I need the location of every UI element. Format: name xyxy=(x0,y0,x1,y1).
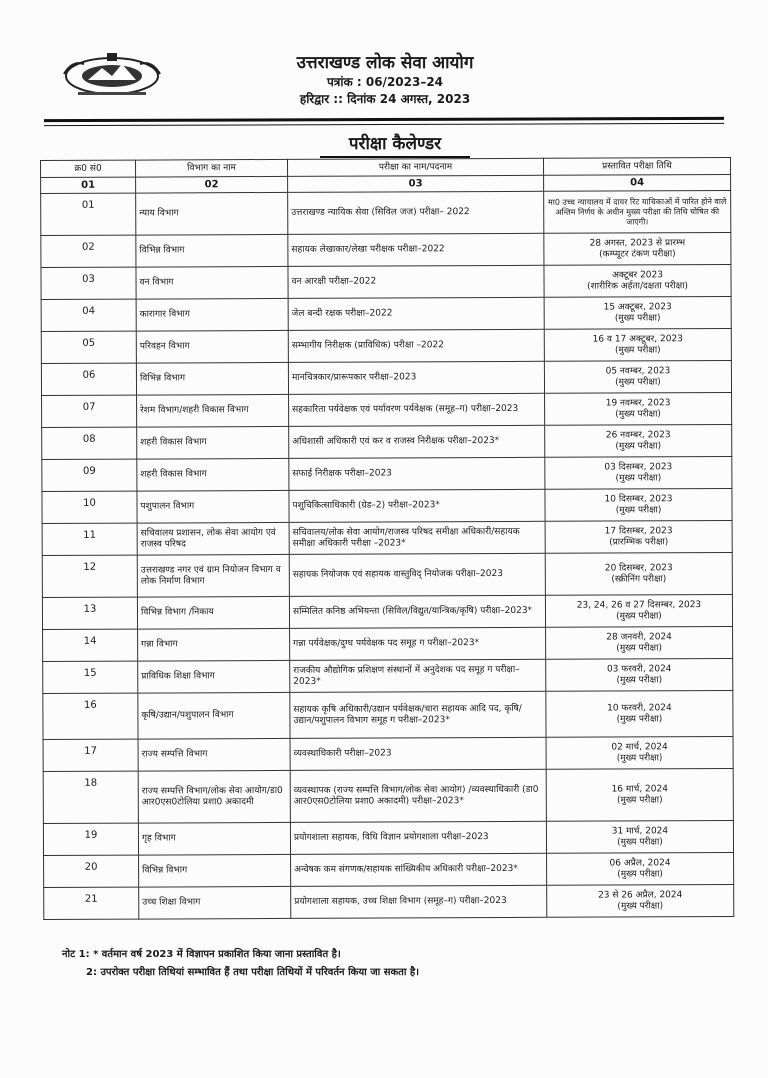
date-text: 28 अगस्त, 2023 से प्रारम्भ xyxy=(589,237,686,249)
department-cell: विभिन्न विभाग /निकाय xyxy=(137,596,289,629)
department-cell: सचिवालय प्रशासन, लोक सेवा आयोग एवं राजस्व परिषद xyxy=(137,522,289,555)
department-cell: गन्ना विभाग xyxy=(138,628,290,661)
proposed-date-cell xyxy=(544,328,731,361)
table-row xyxy=(43,736,733,771)
table-row xyxy=(42,594,732,629)
department-cell: रेशम विभाग/शहरी विकास विभाग xyxy=(137,394,289,427)
date-qualifier: (मुख्य परीक्षा) xyxy=(615,504,662,515)
date-qualifier: (स्क्रीनिंग परीक्षा) xyxy=(611,573,667,585)
serial-number-cell: 10 xyxy=(42,491,137,523)
table-row xyxy=(44,884,734,919)
exam-name-cell: अधिशासी अधिकारी एवं कर व राजस्व निरीक्षक परीक्षा–2023* xyxy=(289,425,545,458)
proposed-date-cell xyxy=(546,768,733,821)
exam-name-cell: सहायक कृषि अधिकारी/उद्यान पर्यवेक्षक/चारा सहायक आदि पद, कृषि/उद्यान/पशुपालन विभाग समूह ग परीक्षा–2023* xyxy=(290,691,546,738)
exam-name-cell: सचिवालय/लोक सेवा आयोग/राजस्व परिषद समीक्षा अधिकारी/सहायक समीक्षा अधिकारी परीक्षा –2023* xyxy=(289,521,545,554)
department-cell: उत्तराखण्ड नगर एवं ग्राम नियोजन विभाग व लोक निर्माण विभाग xyxy=(137,554,289,597)
table-row xyxy=(41,360,731,395)
commission-emblem-logo xyxy=(58,50,166,98)
col-id: 04 xyxy=(544,174,731,191)
exam-name-cell: वन आरक्षी परीक्षा–2022 xyxy=(288,265,544,298)
department-cell: राज्य सम्पत्ति विभाग/लोक सेवा आयोग/डा0 आर0एस0टोलिया प्रशा0 अकादमी xyxy=(138,770,290,823)
table-row xyxy=(41,328,731,363)
date-qualifier: (मुख्य परीक्षा) xyxy=(614,344,661,355)
proposed-date-cell xyxy=(545,392,732,425)
date-qualifier: (मुख्य परीक्षा) xyxy=(616,794,663,805)
date-qualifier: (प्रारम्भिक परीक्षा) xyxy=(609,536,669,548)
table-row xyxy=(41,296,731,331)
col-id: 01 xyxy=(41,177,136,193)
proposed-date-cell xyxy=(544,232,731,265)
department-cell: न्याय विभाग xyxy=(136,192,288,235)
exam-name-cell: उत्तराखण्ड न्यायिक सेवा (सिविल जज) परीक्षा– 2022 xyxy=(288,191,544,234)
exam-name-cell: व्यवस्थापक (राज्य सम्पत्ति विभाग/लोक सेवा आयोग) /व्यवस्थाधिकारी (डा0 आर0एस0टोलिया प्रशा0 अकादमी) परीक्षा–2023* xyxy=(290,769,546,822)
date-text: 05 नवम्बर, 2023 xyxy=(605,365,671,377)
department-cell: शहरी विकास विभाग xyxy=(137,458,289,491)
table-row xyxy=(42,552,732,597)
serial-number-cell: 11 xyxy=(42,523,137,555)
date-text: 03 फरवरी, 2024 xyxy=(606,663,672,675)
date-text: 02 मार्च, 2024 xyxy=(611,741,668,753)
date-qualifier: (मुख्य परीक्षा) xyxy=(616,713,663,724)
date-text: 31 मार्च, 2024 xyxy=(611,825,669,837)
date-qualifier: (मुख्य परीक्षा) xyxy=(616,752,663,763)
date-text: 19 नवम्बर, 2023 xyxy=(605,397,671,409)
proposed-date-cell xyxy=(545,456,732,489)
header-exam-name: परीक्षा का नाम/पदनाम xyxy=(287,158,543,176)
exam-name-cell: सम्मिलित कनिष्ठ अभियन्ता (सिविल/विद्युत/यान्त्रिक/कृषि) परीक्षा–2023* xyxy=(289,595,545,628)
date-text: 16 मार्च, 2024 xyxy=(611,783,668,795)
header-department: विभाग का नाम xyxy=(136,159,288,177)
serial-number-cell: 07 xyxy=(42,395,137,427)
table-row xyxy=(43,768,733,823)
exam-name-cell: सहायक नियोजक एवं सहायक वास्तुविद् नियोजक परीक्षा–2023 xyxy=(289,553,545,596)
department-cell: वन विभाग xyxy=(136,266,288,299)
proposed-date-cell xyxy=(545,552,732,595)
serial-number-cell: 06 xyxy=(41,363,136,395)
department-cell: गृह विभाग xyxy=(138,822,290,855)
proposed-date-cell xyxy=(546,658,733,691)
place-and-date: हरिद्वार :: दिनांक 24 अगस्त, 2023 xyxy=(299,92,471,106)
exam-name-cell: पशुचिकित्साधिकारी (ग्रेड–2) परीक्षा–2023* xyxy=(289,489,545,522)
exam-name-cell: सहायक लेखाकार/लेखा परीक्षक परीक्षा–2022 xyxy=(288,233,544,266)
proposed-date-cell xyxy=(545,520,732,553)
serial-number-cell: 12 xyxy=(42,555,137,597)
serial-number-cell: 14 xyxy=(43,629,138,661)
serial-number-cell: 13 xyxy=(42,597,137,629)
date-text: 10 फरवरी, 2024 xyxy=(607,702,672,714)
note-2: 2: उपरोक्त परीक्षा तिथियां सम्भावित हैं तथा परीक्षा तिथियों में परिवर्तन किया जा सकता है। xyxy=(86,967,420,978)
calendar-title: परीक्षा कैलेण्डर xyxy=(320,132,470,158)
proposed-date-cell xyxy=(547,884,734,917)
department-cell: राज्य सम्पत्ति विभाग xyxy=(138,738,290,771)
proposed-date-cell xyxy=(544,190,731,233)
date-text: 06 अप्रैल, 2024 xyxy=(609,857,671,869)
proposed-date-cell xyxy=(544,296,731,329)
table-row xyxy=(42,456,732,491)
table-row xyxy=(41,190,731,235)
date-qualifier: (मुख्य परीक्षा) xyxy=(617,900,664,911)
header-rule-thick xyxy=(44,117,724,122)
date-text: 23 से 26 अप्रैल, 2024 xyxy=(598,889,683,901)
exam-calendar-table xyxy=(40,157,734,920)
proposed-date-cell xyxy=(547,852,734,885)
date-qualifier: (कम्प्यूटर टंकण परीक्षा) xyxy=(599,248,676,260)
serial-number-cell: 16 xyxy=(43,693,138,739)
header-rule-thin xyxy=(44,123,724,126)
table-row xyxy=(42,488,732,523)
proposed-date-cell xyxy=(545,488,732,521)
table-row xyxy=(42,520,732,555)
date-text: 26 नवम्बर, 2023 xyxy=(605,429,671,441)
exam-name-cell: अन्वेषक कम संगणक/सहायक सांख्यिकीय अधिकारी परीक्षा–2023* xyxy=(291,853,547,886)
date-text: 16 व 17 अक्टूबर, 2023 xyxy=(592,333,683,345)
serial-number-cell: 19 xyxy=(43,823,138,855)
header-serial: क्र0 सं0 xyxy=(41,160,136,177)
footnotes xyxy=(62,946,742,982)
table-row xyxy=(43,658,733,693)
exam-name-cell: गन्ना पर्यवेक्षक/दुग्ध पर्यवेक्षक पद समूह ग परीक्षा–2023* xyxy=(290,627,546,660)
col-id: 02 xyxy=(136,176,288,193)
serial-number-cell: 05 xyxy=(41,331,136,363)
table-row xyxy=(41,232,731,267)
exam-name-cell: सहकारिता पर्यवेक्षक एवं पर्यावरण पर्यवेक्षक (समूह–ग) परीक्षा–2023 xyxy=(289,393,545,426)
proposed-date-cell xyxy=(546,820,733,853)
department-cell: कृषि/उद्यान/पशुपालन विभाग xyxy=(138,692,290,739)
table-row xyxy=(42,424,732,459)
date-text: 28 जनवरी, 2024 xyxy=(606,631,672,643)
table-row xyxy=(43,690,733,739)
proposed-date-cell xyxy=(544,360,731,393)
note-1: नोट 1: * वर्तमान वर्ष 2023 में विज्ञापन प्रकाशित किया जाना प्रस्तावित है। xyxy=(62,949,341,960)
department-cell: परिवहन विभाग xyxy=(136,330,288,363)
date-text: 20 दिसम्बर, 2023 xyxy=(604,562,673,574)
table-row xyxy=(43,820,733,855)
header-proposed-date: प्रस्तावित परीक्षा तिथि xyxy=(543,157,730,175)
date-qualifier: (मुख्य परीक्षा) xyxy=(617,868,663,879)
date-qualifier: (मुख्य परीक्षा) xyxy=(615,376,661,387)
department-cell: विभिन्न विभाग xyxy=(136,362,288,395)
department-cell: कारागार विभाग xyxy=(136,298,288,331)
date-qualifier: (मुख्य परीक्षा) xyxy=(616,610,662,621)
exam-name-cell: व्यवस्थाधिकारी परीक्षा–2023 xyxy=(290,737,546,770)
department-cell: पशुपालन विभाग xyxy=(137,490,289,523)
col-id: 03 xyxy=(288,175,544,192)
department-cell: शहरी विकास विभाग xyxy=(137,426,289,459)
table-row xyxy=(41,264,731,299)
proposed-date-cell xyxy=(546,690,733,737)
proposed-date-cell xyxy=(544,264,731,297)
serial-number-cell: 08 xyxy=(42,427,137,459)
serial-number-cell: 04 xyxy=(41,299,136,331)
organisation-name: उत्तराखण्ड लोक सेवा आयोग xyxy=(296,53,474,73)
serial-number-cell: 17 xyxy=(43,739,138,771)
letterhead xyxy=(220,52,550,108)
table-row xyxy=(42,392,732,427)
proposed-date-cell xyxy=(546,626,733,659)
exam-name-cell: राजकीय औद्योगिक प्रशिक्षण संस्थानों में अनुदेशक पद समूह ग परीक्षा–2023* xyxy=(290,659,546,692)
date-qualifier: (मुख्य परीक्षा) xyxy=(616,674,663,685)
department-cell: विभिन्न विभाग xyxy=(136,234,288,267)
date-text: 23, 24, 26 व 27 दिसम्बर, 2023 xyxy=(576,599,702,611)
department-cell: विभिन्न विभाग xyxy=(139,854,291,887)
exam-name-cell: जेल बन्दी रक्षक परीक्षा–2022 xyxy=(288,297,544,330)
date-text: 03 दिसम्बर, 2023 xyxy=(604,461,673,473)
proposed-date-cell xyxy=(545,594,732,627)
exam-name-cell: मानचित्रकार/प्रारूपकार परीक्षा–2023 xyxy=(288,361,544,394)
date-qualifier: (मुख्य परीक्षा) xyxy=(617,836,663,847)
serial-number-cell: 01 xyxy=(41,193,136,235)
date-text: मा0 उच्च न्यायालय में दायर रिट याचिकाओं में पारित होने वाले अन्तिम निर्णय के अधीन मुख्य परीक्षा की तिथि घोषित की जाएगी। xyxy=(547,196,727,226)
exam-name-cell: सफाई निरीक्षक परीक्षा–2023 xyxy=(289,457,545,490)
table-row xyxy=(44,852,734,887)
exam-name-cell: प्रयोगशाला सहायक, उच्च शिक्षा विभाग (समूह–ग) परीक्षा–2023 xyxy=(291,885,547,918)
reference-number: पत्रांक : 06/2023–24 xyxy=(326,75,444,89)
date-text: 15 अक्टूबर, 2023 xyxy=(603,301,672,313)
proposed-date-cell xyxy=(545,424,732,457)
serial-number-cell: 15 xyxy=(43,661,138,693)
date-qualifier: (शारीरिक अर्हता/दक्षता परीक्षा) xyxy=(587,280,689,292)
date-qualifier: (मुख्य परीक्षा) xyxy=(615,408,661,419)
date-text: 17 दिसम्बर, 2023 xyxy=(604,525,673,537)
exam-name-cell: सम्भागीय निरीक्षक (प्राविधिक) परीक्षा –2022 xyxy=(288,329,544,362)
serial-number-cell: 20 xyxy=(44,855,139,887)
serial-number-cell: 02 xyxy=(41,235,136,267)
date-text: अक्टूबर 2023 xyxy=(612,269,663,281)
serial-number-cell: 09 xyxy=(42,459,137,491)
proposed-date-cell xyxy=(546,736,733,769)
date-qualifier: (मुख्य परीक्षा) xyxy=(615,440,662,451)
serial-number-cell: 18 xyxy=(43,771,138,823)
exam-name-cell: प्रयोगशाला सहायक, विधि विज्ञान प्रयोगशाला परीक्षा–2023 xyxy=(290,821,546,854)
serial-number-cell: 03 xyxy=(41,267,136,299)
date-qualifier: (मुख्य परीक्षा) xyxy=(616,642,662,653)
date-text: 10 दिसम्बर, 2023 xyxy=(604,493,673,505)
date-qualifier: (मुख्य परीक्षा) xyxy=(614,312,661,323)
table-row xyxy=(43,626,733,661)
department-cell: प्राविधिक शिक्षा विभाग xyxy=(138,660,290,693)
department-cell: उच्च शिक्षा विभाग xyxy=(139,886,291,919)
serial-number-cell: 21 xyxy=(44,887,139,919)
date-qualifier: (मुख्य परीक्षा) xyxy=(615,472,662,483)
